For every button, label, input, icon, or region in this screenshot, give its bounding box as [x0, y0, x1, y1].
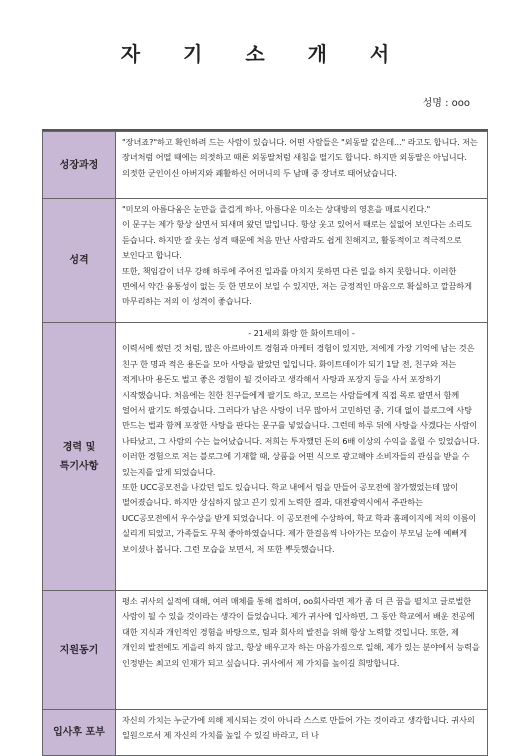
personality-paragraph: 이 문구는 제가 항상 살면서 되새며 왔던 말입니다. 항상 웃고 있어서 때로는 실없어 보인다는 소리도 듣습니다. 하지만 잘 웃는 성격 때문에 처음 만난 사람과도 쉽게 친해지고, 활동적이고 적극적으로 보인다고 합니다. — [122, 219, 472, 261]
self-introduction-table — [42, 131, 488, 756]
personality-paragraph: 또한, 책임감이 너무 강해 하루에 주어진 일과를 마치지 못하면 다른 일을 하지 못합니다. 이러한 면에서 약간 융통성이 없는 듯 한 면모이 보일 수 있지만, 저는 긍정적인 마음으로 확실하고 깔끔하게 마무리하는 저의 이 성격이 좋습니다. — [122, 265, 472, 307]
career-paragraph: 이러한 경험으로 저는 블로그에 기재할 때, 상품을 어떤 식으로 광고해야 소비자들의 관심을 받을 수 있는지를 알게 되었습니다. — [122, 451, 470, 477]
section-label-career — [43, 323, 116, 591]
career-paragraph: 이력서에 썼던 것 처럼, 많은 아르바이트 경험과 마케터 경험이 있지만, 저에게 가장 기억에 남는 것은 친구 한 명과 적은 용돈을 모아 사탕을 팔았던 일입니다. 화이트데이가 되기 1달 전, 친구와 저는 적게나마 용돈도 벌고 좋은 경험이 될 것이라고 생각해서 사탕과 포장지 등을 사서 포장하기 시작했습니다. 처음에는 친한 친구들에게 팔기도 하고, 모르는 사람들에게 직접 목로 팔면서 함께 얼어서 팔기도 하였습니다. 그러다가 남은 사탕이 너무 많아서 고민하던 중, 기대 없이 블로그에 사탕 만드는 법과 함께 포장한 사탕을 판다는 문구를 넣었습니다. 그런데 하루 뒤에 사탕을 사겠다는 사람이 나타났고, 그 사람의 수는 늘어났습니다. 저희는 투자했던 돈의 6배 이상의 수익을 올릴 수 있었습니다. — [122, 343, 480, 446]
section-row-personality — [43, 199, 488, 323]
career-label-line: 경력 및 — [62, 441, 96, 453]
section-label-growth: 성장과정 — [43, 132, 116, 199]
aspiration-paragraph: 자신의 가치는 누군가에 의해 제시되는 것이 아니라 스스로 만들어 가는 것이라고 생각합니다. 귀사의 일원으로서 제 자신의 가치를 높일 수 있길 바라고, 더 나 — [122, 715, 475, 741]
section-body-motivation — [116, 591, 488, 710]
growth-paragraph: "장녀죠?"하고 확인하려 드는 사람이 있습니다. 어떤 사람들은 "외동딸 같은데..." 라고도 합니다. 저는 장녀처럼 어떨 때에는 의젓하고 때론 외동딸처럼 새침을 떨기도 합니다. 하지만 외동딸은 아닙니다. 의젓한 군인이신 아버지와 쾌활하신 어머니의 두 남매 중 장녀로 태어났습니다. — [122, 137, 478, 178]
section-label-personality: 성격 — [43, 199, 116, 323]
career-paragraph: 또한 UCC공모전을 나갔던 일도 있습니다. 학교 내에서 팀을 만들어 공모전에 참가했었는데 많이 떨어졌습니다. 하지만 상심하지 않고 끈기 있게 노력한 결과, 대전광역시에서 주관하는 UCC공모전에서 우수상을 받게 되었습니다. 이 공모전에 수상하여, 학교 학과 홈페이지에 저의 이름이 실리게 되었고, 가족들도 무척 좋아하였습니다. 제가 한걸음씩 나아가는 모습이 부모님 눈에 예뻐게 보이셨나 봅니다. 그런 모습을 보면서, 저 또한 뿌듯했습니다. — [122, 482, 477, 554]
section-body-growth — [116, 132, 488, 199]
section-row-growth — [43, 132, 488, 199]
career-label-line: 특기사항 — [59, 460, 99, 472]
document-title: 자 기 소 개 서 — [120, 42, 408, 66]
section-label-motivation: 지원동기 — [43, 591, 116, 710]
section-body-aspiration — [116, 710, 488, 756]
section-row-motivation — [43, 591, 488, 710]
personality-quote: "미모의 아름다움은 눈만을 즐겁게 하나, 아름다운 미소는 상대방의 영혼을 매료시킨다." — [122, 204, 431, 214]
section-body-career — [116, 323, 488, 591]
motivation-paragraph: 평소 귀사의 실적에 대해, 여러 매체를 통해 접하며, oo회사라면 제가 좀 더 큰 꿈을 펼치고 글로벌한 사람이 될 수 있을 것이라는 생각이 들었습니다. 제가 귀사에 입사하면, 그 동안 학교에서 배운 전공에 대한 지식과 개인적인 경험을 바탕으로, 팀과 회사의 발전을 위해 항상 노력할 것입니다. 또한, 제 개인의 발전에도 게을리 하지 않고, 항상 배우고자 하는 마음가짐으로 일해, 제가 있는 분야에서 능력을 인정받는 최고의 인재가 되고 싶습니다. 귀사에서 제 가치를 높이길 희망합니다. — [122, 596, 480, 668]
section-row-career — [43, 323, 488, 591]
section-body-personality — [116, 199, 488, 323]
section-label-aspiration: 입사후 포부 — [43, 710, 116, 756]
aspiration-clip — [122, 713, 481, 749]
career-heading: - 21세의 화랑 한 화이트데이 - — [248, 328, 355, 338]
section-row-aspiration — [43, 710, 488, 756]
applicant-name-line: 성명 : ooo — [422, 98, 470, 109]
